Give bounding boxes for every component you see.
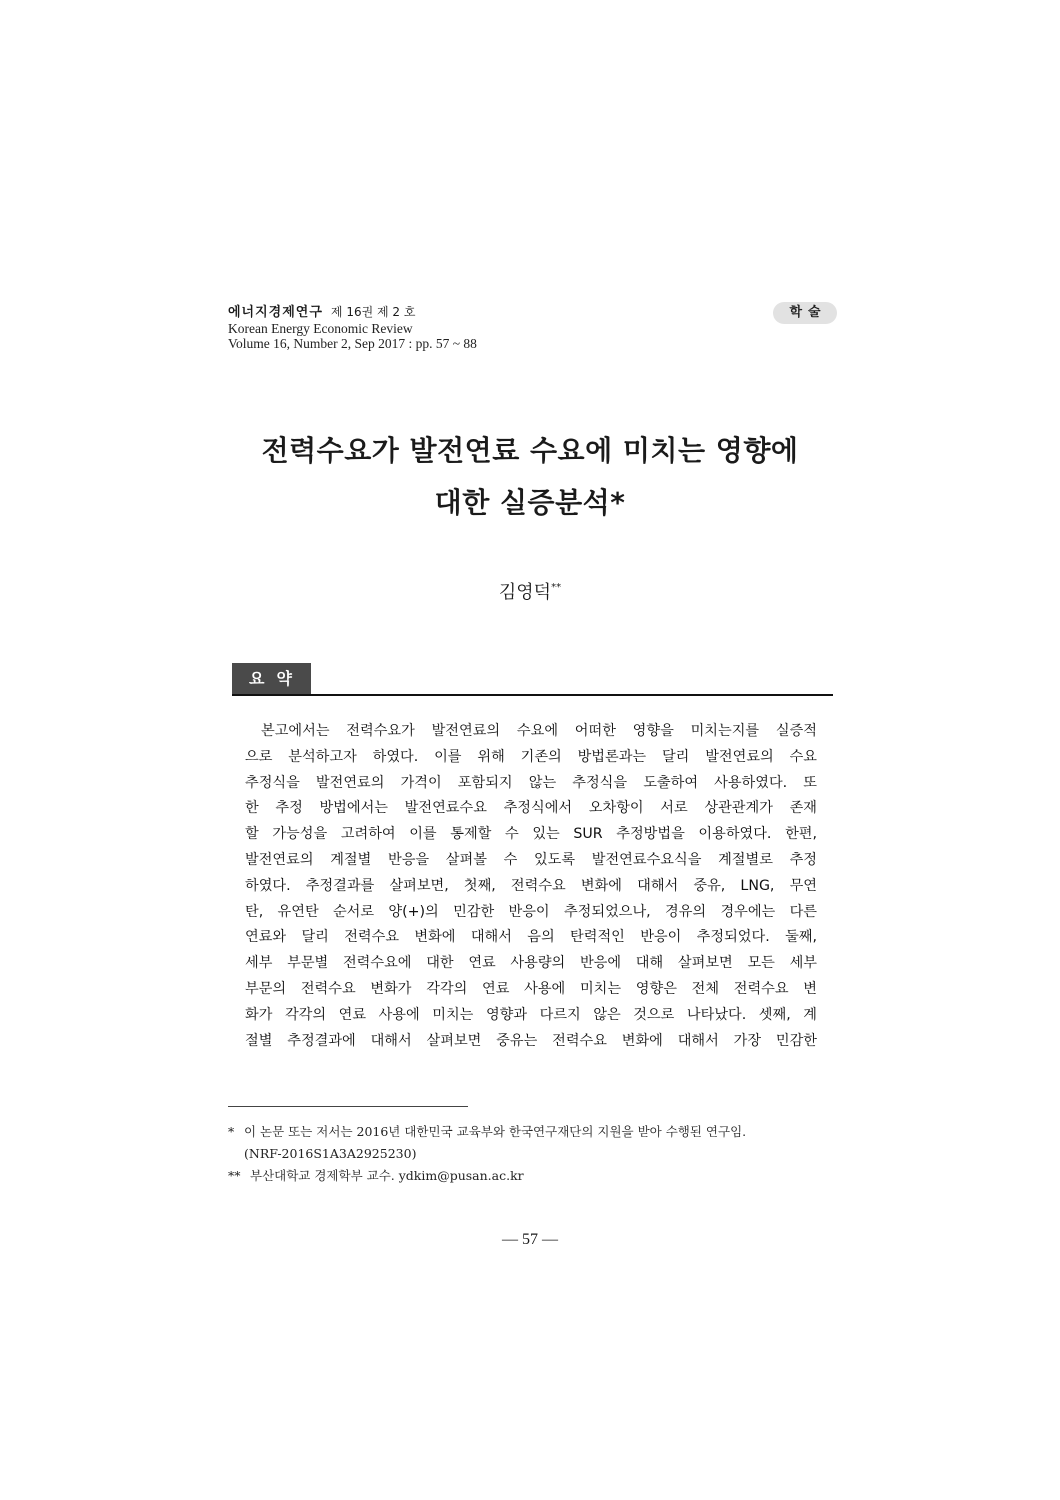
abstract-body xyxy=(245,719,817,1054)
paper-title xyxy=(200,425,860,529)
journal-name-en: Korean Energy Economic Review xyxy=(228,321,413,336)
volume-info-ko: 제 16권 제 2 호 xyxy=(330,305,416,319)
title-line-2: 대한 실증분석* xyxy=(434,486,626,519)
footnote-1 xyxy=(228,1121,848,1143)
abstract-line: 절별 추정결과에 대해서 살펴보면 중유는 전력수요 변화에 대해서 가장 민감한 xyxy=(245,1032,817,1049)
page-number: — 57 — xyxy=(502,1231,558,1248)
abstract-line: 으로 분석하고자 하였다. 이를 위해 기존의 방법론과는 달리 발전연료의 수요 xyxy=(245,748,817,765)
journal-header xyxy=(228,304,477,351)
abstract-label: 요약 xyxy=(232,663,311,694)
abstract-line: 부문의 전력수요 변화가 각각의 연료 사용에 미치는 영향은 전체 전력수요 변 xyxy=(245,980,817,997)
abstract-line: 한 추정 방법에서는 발전연료수요 추정식에서 오차항이 서로 상관관계가 존재 xyxy=(245,800,817,817)
author xyxy=(0,578,1060,604)
footnote-1-mark: * xyxy=(228,1124,235,1139)
abstract-line: 화가 각각의 연료 사용에 미치는 영향과 다르지 않은 것으로 나타났다. 셋째, 계 xyxy=(245,1006,817,1023)
abstract-line: 추정식을 발전연료의 가격이 포함되지 않는 추정식을 도출하여 사용하였다. 또 xyxy=(245,774,817,791)
volume-info-en: Volume 16, Number 2, Sep 2017 : pp. 57 ~ 88 xyxy=(228,336,477,351)
footnote-1-text: 이 논문 또는 저서는 2016년 대한민국 교육부와 한국연구재단의 지원을 받아 수행된 연구임. xyxy=(244,1124,747,1139)
footnote-2-text: 부산대학교 경제학부 교수. ydkim@pusan.ac.kr xyxy=(250,1168,524,1183)
category-badge: 학술 xyxy=(773,302,837,324)
footnotes xyxy=(228,1121,848,1187)
abstract-line: 연료와 달리 전력수요 변화에 대해서 음의 탄력적인 반응이 추정되었다. 둘째, xyxy=(245,929,817,946)
title-line-1: 전력수요가 발전연료 수요에 미치는 영향에 xyxy=(261,434,799,467)
abstract-line: 본고에서는 전력수요가 발전연료의 수요에 어떠한 영향을 미치는지를 실증적 xyxy=(261,723,817,739)
footnote-1-continuation: (NRF-2016S1A3A2925230) xyxy=(244,1146,417,1161)
footnote-2 xyxy=(228,1165,848,1187)
abstract-line: 세부 부문별 전력수요에 대한 연료 사용량의 반응에 대해 살펴보면 모든 세부 xyxy=(245,955,817,972)
journal-name-ko: 에너지경제연구 xyxy=(228,305,323,320)
abstract-heading xyxy=(232,663,833,696)
footnote-2-mark: ** xyxy=(228,1168,241,1183)
abstract-line: 하였다. 추정결과를 살펴보면, 첫째, 전력수요 변화에 대해서 중유, LNG, 무연 xyxy=(245,877,817,894)
journal-line-ko xyxy=(228,304,477,321)
abstract-line: 탄, 유연탄 순서로 양(+)의 민감한 반응이 추정되었으나, 경유의 경우에는 다른 xyxy=(245,903,817,920)
abstract-line: 발전연료의 계절별 반응을 살펴볼 수 있도록 발전연료수요식을 계절별로 추정 xyxy=(245,851,817,868)
footnote-divider xyxy=(228,1106,468,1107)
author-footnote-mark: ** xyxy=(551,582,562,593)
abstract-line: 할 가능성을 고려하여 이를 통제할 수 있는 SUR 추정방법을 이용하였다. 한편, xyxy=(245,826,817,843)
author-name: 김영덕 xyxy=(498,582,552,603)
